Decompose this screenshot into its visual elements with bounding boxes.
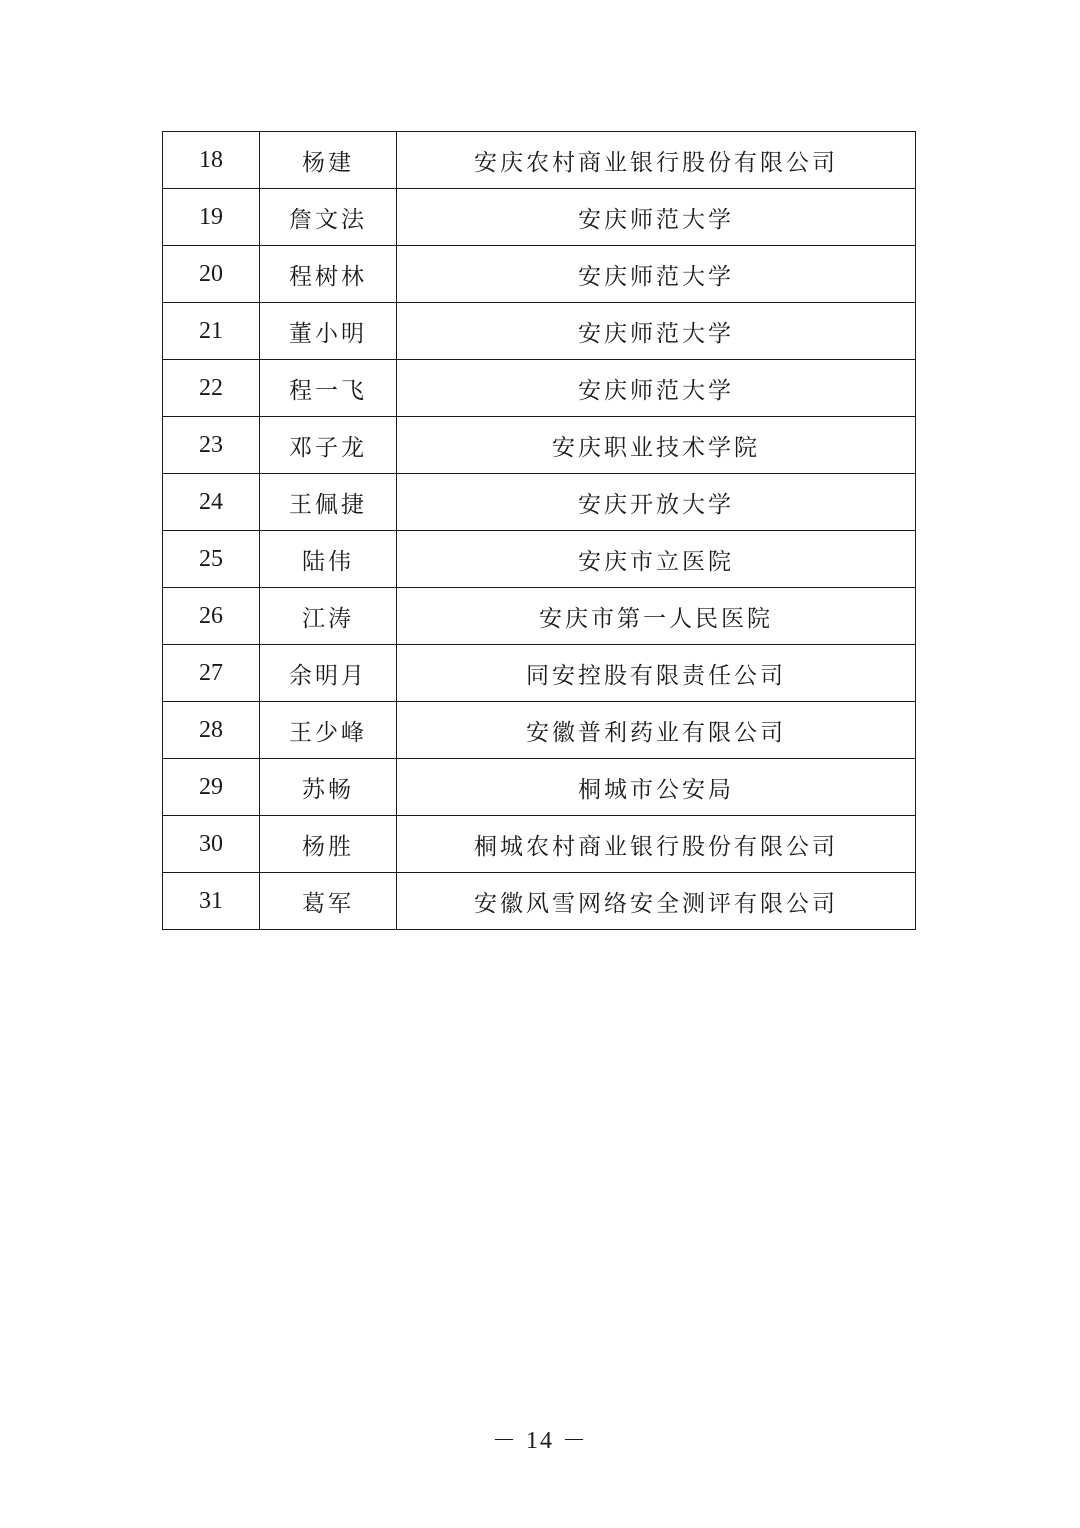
row-number: 26 <box>163 588 260 645</box>
table-row <box>163 417 916 474</box>
table-row <box>163 873 916 930</box>
row-number: 23 <box>163 417 260 474</box>
person-name: 杨建 <box>260 132 397 189</box>
page-number: － 14 － <box>492 1428 588 1454</box>
row-number: 28 <box>163 702 260 759</box>
person-name: 葛军 <box>260 873 397 930</box>
row-number: 25 <box>163 531 260 588</box>
table-row <box>163 189 916 246</box>
person-name: 王佩捷 <box>260 474 397 531</box>
row-number: 24 <box>163 474 260 531</box>
table-row <box>163 474 916 531</box>
row-number: 19 <box>163 189 260 246</box>
table-row <box>163 588 916 645</box>
table-row <box>163 816 916 873</box>
person-name: 詹文法 <box>260 189 397 246</box>
roster-table <box>162 131 916 930</box>
organization: 安庆师范大学 <box>397 189 916 246</box>
person-name: 董小明 <box>260 303 397 360</box>
table-row <box>163 645 916 702</box>
person-name: 程树林 <box>260 246 397 303</box>
person-name: 杨胜 <box>260 816 397 873</box>
organization: 安庆师范大学 <box>397 303 916 360</box>
row-number: 31 <box>163 873 260 930</box>
person-name: 王少峰 <box>260 702 397 759</box>
row-number: 21 <box>163 303 260 360</box>
table-row <box>163 132 916 189</box>
table-row <box>163 246 916 303</box>
organization: 安庆师范大学 <box>397 360 916 417</box>
person-name: 程一飞 <box>260 360 397 417</box>
row-number: 30 <box>163 816 260 873</box>
organization: 安徽普利药业有限公司 <box>397 702 916 759</box>
row-number: 27 <box>163 645 260 702</box>
table-row <box>163 531 916 588</box>
organization: 安庆市立医院 <box>397 531 916 588</box>
roster-table-body <box>163 132 916 930</box>
person-name: 江涛 <box>260 588 397 645</box>
organization: 安徽风雪网络安全测评有限公司 <box>397 873 916 930</box>
row-number: 29 <box>163 759 260 816</box>
table-row <box>163 360 916 417</box>
table-row <box>163 759 916 816</box>
table-row <box>163 303 916 360</box>
row-number: 18 <box>163 132 260 189</box>
organization: 桐城农村商业银行股份有限公司 <box>397 816 916 873</box>
row-number: 20 <box>163 246 260 303</box>
organization: 安庆职业技术学院 <box>397 417 916 474</box>
organization: 同安控股有限责任公司 <box>397 645 916 702</box>
person-name: 苏畅 <box>260 759 397 816</box>
row-number: 22 <box>163 360 260 417</box>
organization: 安庆开放大学 <box>397 474 916 531</box>
person-name: 余明月 <box>260 645 397 702</box>
organization: 安庆农村商业银行股份有限公司 <box>397 132 916 189</box>
person-name: 邓子龙 <box>260 417 397 474</box>
organization: 安庆师范大学 <box>397 246 916 303</box>
person-name: 陆伟 <box>260 531 397 588</box>
organization: 桐城市公安局 <box>397 759 916 816</box>
organization: 安庆市第一人民医院 <box>397 588 916 645</box>
table-row <box>163 702 916 759</box>
